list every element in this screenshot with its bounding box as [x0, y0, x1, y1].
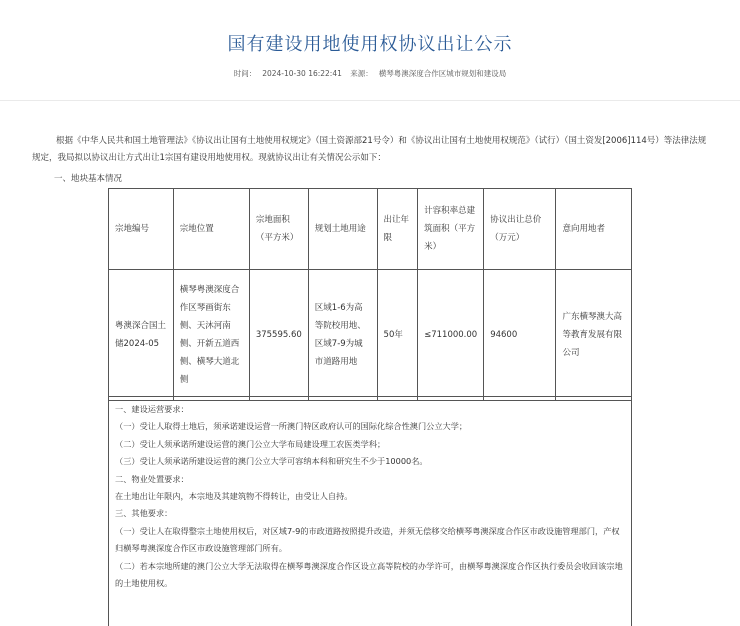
table-cell: 粤澳深合国土储2024-05: [109, 270, 174, 401]
table-header-row: [109, 189, 632, 270]
table-cell: 横琴粤澳深度合作区琴画街东侧、天沐河南侧、开新五道西侧、横琴大道北侧: [173, 270, 249, 401]
header-cell: 宗地面积（平方米）: [249, 189, 308, 270]
table-cell: 区域1-6为高等院校用地、区域7-9为城市道路用地: [308, 270, 377, 401]
table-row: [109, 270, 632, 401]
requirement-heading: 一、建设运营要求：: [115, 404, 189, 414]
page-title: 国有建设用地使用权协议出让公示: [227, 34, 513, 55]
header-cell: 计容积率总建筑面积（平方米）: [418, 189, 484, 270]
table-cell: ≤711000.00: [418, 270, 484, 401]
requirement-heading: 三、其他要求：: [115, 508, 173, 519]
time-value: 2024-10-30 16:22:41: [262, 69, 342, 78]
header-cell: 意向用地者: [556, 189, 632, 270]
source-value: 横琴粤澳深度合作区城市规划和建设局: [378, 69, 507, 78]
source-label: 来源：: [350, 69, 373, 78]
requirement-item: （一）受让人在取得整宗土地使用权后，对区域7-9的市政道路按照提升改造，并须无偿移交给横琴粤澳深度合作区市政设施管理部门，产权归横琴粤澳深度合作区市政设施管理部门所有。: [115, 525, 620, 554]
requirement-heading: 二、物业处置要求：: [115, 473, 189, 484]
header-cell: 宗地编号: [109, 189, 174, 270]
time-label: 时间：: [233, 69, 257, 78]
requirements-box: [108, 396, 632, 626]
requirement-item: 在土地出让年限内，本宗地及其建筑物不得转让，由受让人自持。: [115, 491, 353, 502]
header-cell: 宗地位置: [173, 189, 249, 270]
requirement-item: （二）受让人须承诺所建设运营的澳门公立大学布局建设理工农医类学科；: [115, 438, 386, 449]
requirement-item: （一）受让人取得土地后，须承诺建设运营一所澳门特区政府认可的国际化综合性澳门公立大学；: [115, 421, 468, 432]
intro-paragraph: 根据《中华人民共和国土地管理法》《协议出让国有土地使用权规定》（国土资源部21号令）和《协议出让国有土地使用权规范》（试行）（国土资发[2006]114号）等法律法规规定，我局拟以协议出让方式出让1宗国有建设用地使用权。现就协议出让有关情况公示如下：: [32, 136, 707, 163]
table-cell: 50年: [377, 270, 418, 401]
section-heading-1: 一、地块基本情况: [54, 174, 123, 184]
header-divider: [0, 100, 740, 101]
header-cell: 出让年限: [377, 189, 418, 270]
header-cell: 规划土地用途: [308, 189, 377, 270]
requirement-item: （二）若本宗地所建的澳门公立大学无法取得在横琴粤澳深度合作区设立高等院校的办学许可，由横琴粤澳深度合作区执行委员会收回该宗地的土地使用权。: [115, 560, 623, 589]
plot-table: [108, 188, 632, 401]
requirement-item: （三）受让人须承诺所建设运营的澳门公立大学可容纳本科和研究生不少于10000名。: [115, 456, 428, 467]
table-cell: 375595.60: [249, 270, 308, 401]
table-cell: 94600: [484, 270, 556, 401]
header-cell: 协议出让总价（万元）: [484, 189, 556, 270]
table-cell: 广东横琴澳大高等教育发展有限公司: [556, 270, 632, 401]
article-meta: [0, 68, 740, 79]
